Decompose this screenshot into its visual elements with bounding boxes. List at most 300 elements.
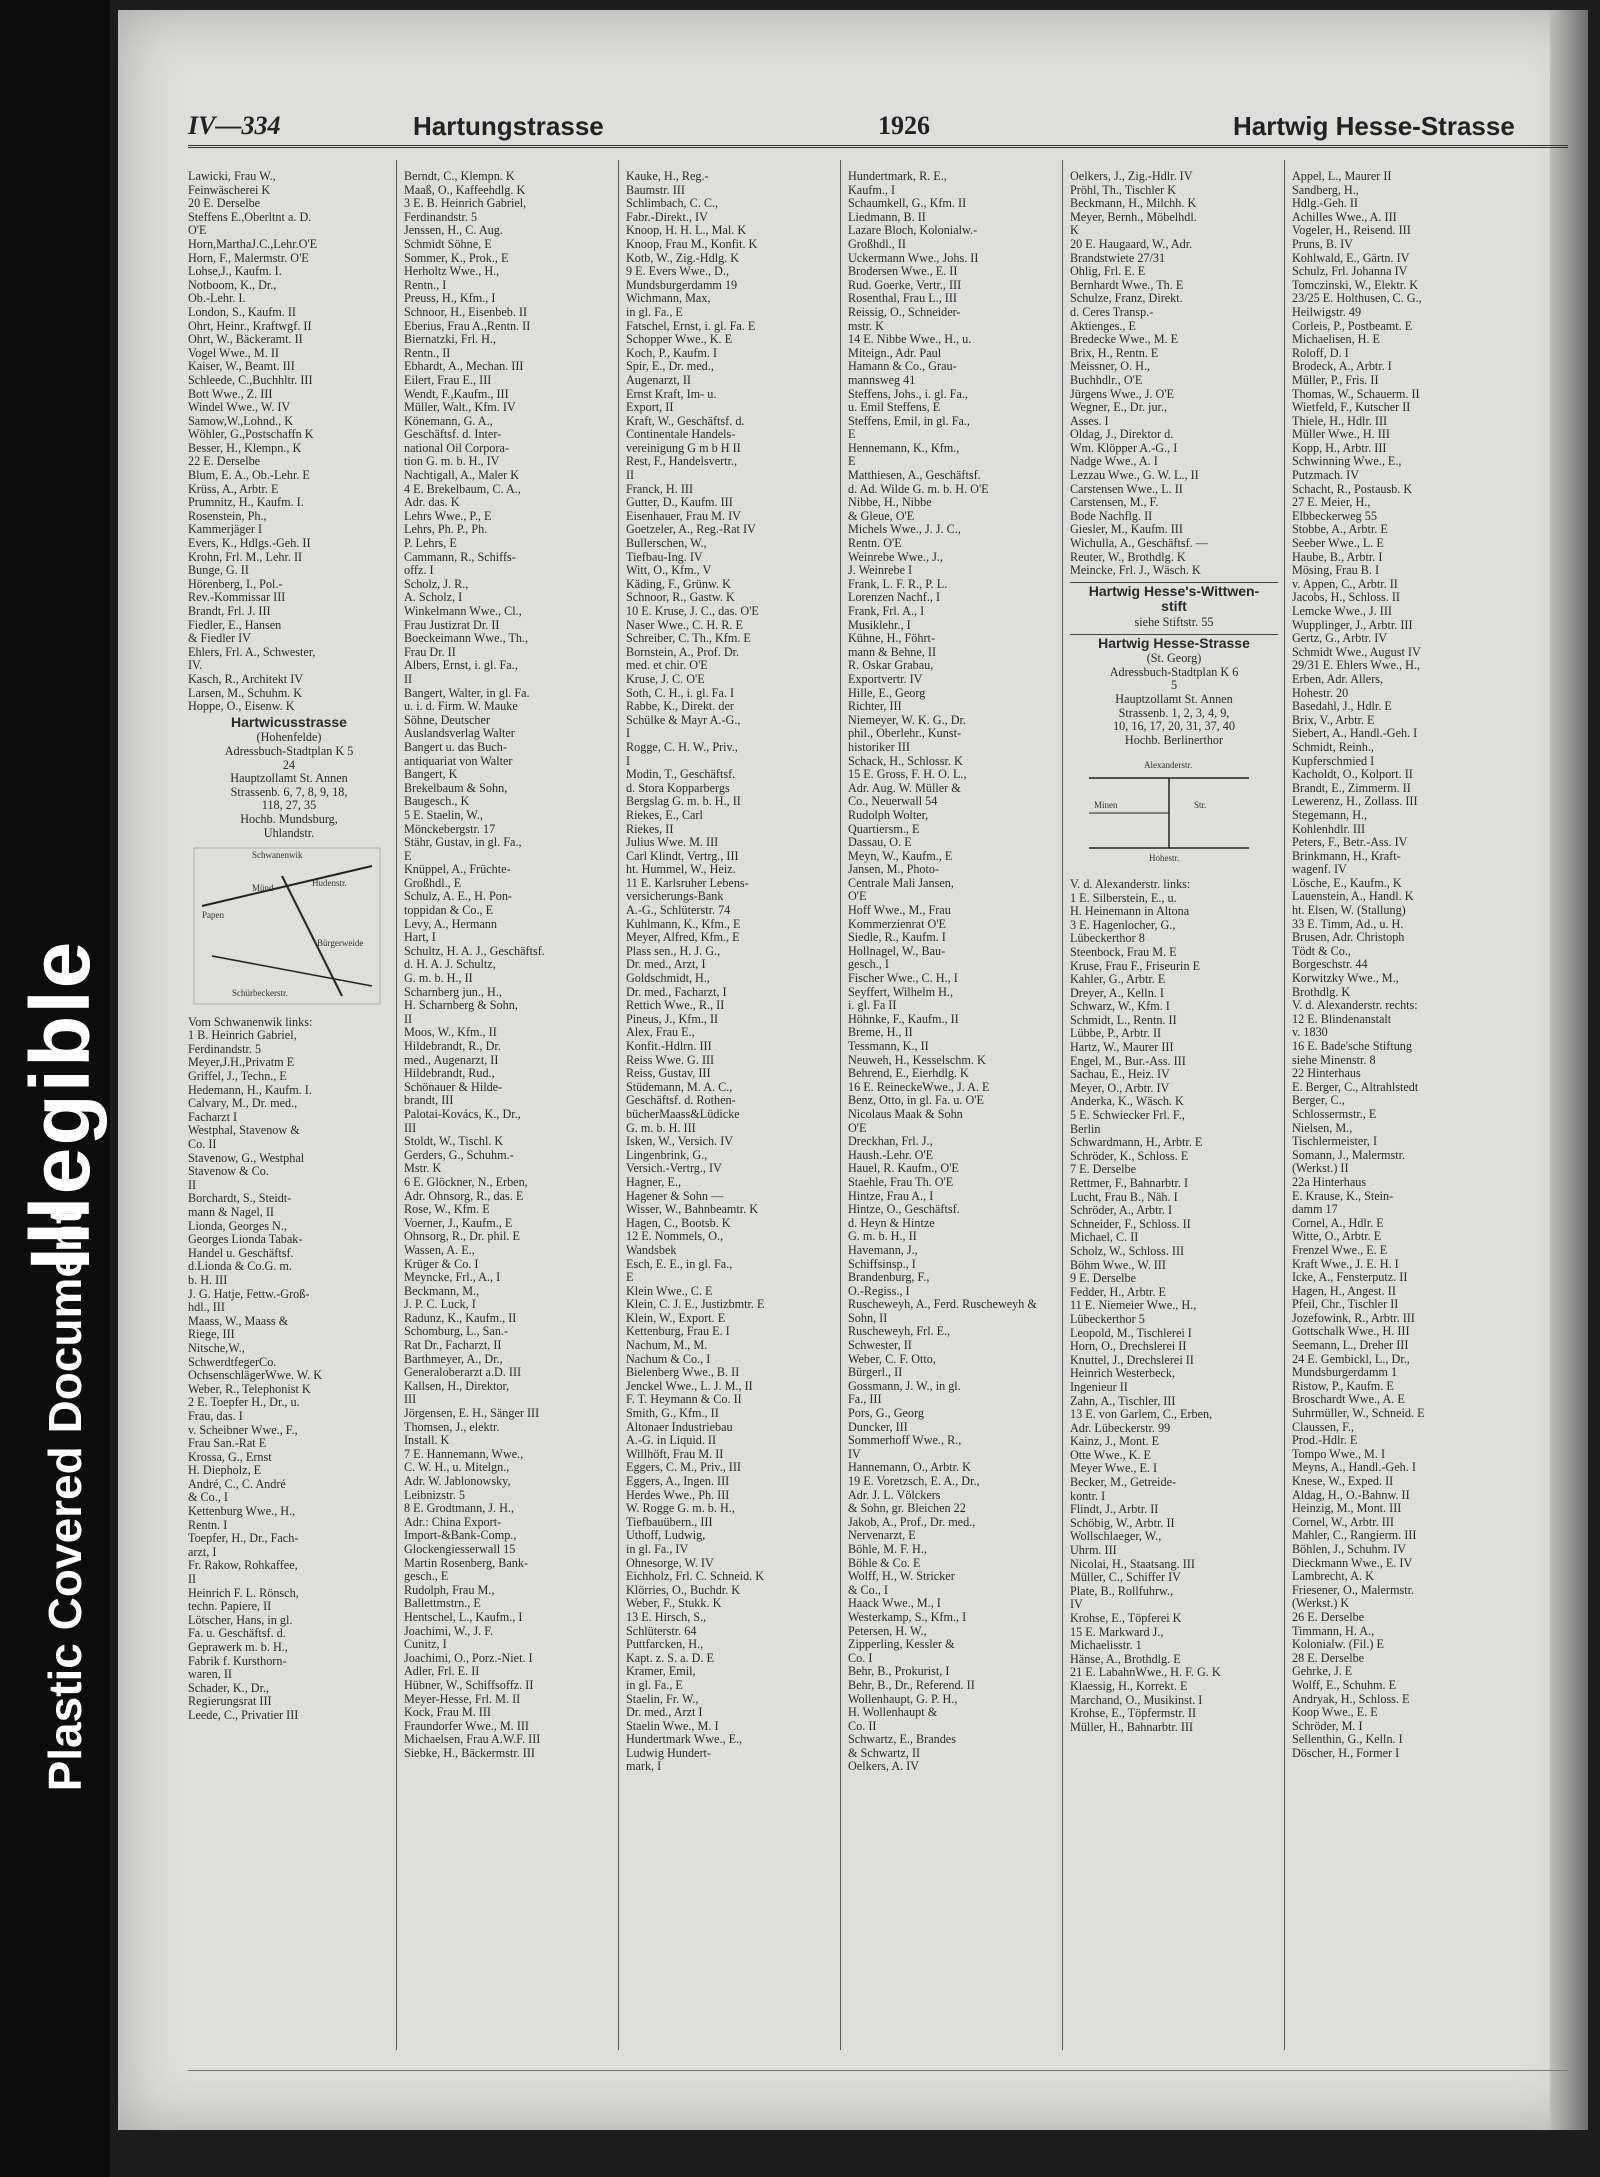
directory-entry: Eberius, Frau A.,Rentn. II	[404, 319, 531, 333]
directory-entry: Cornel, W., Arbtr. III	[1292, 1515, 1394, 1529]
directory-entry: Putzmach. IV	[1292, 469, 1360, 483]
directory-entry: 11 E. Karlsruher Lebens-	[626, 876, 749, 890]
directory-entry: v. Appen, C., Arbtr. II	[1292, 577, 1398, 591]
directory-entry: wagenf. IV	[1292, 863, 1347, 877]
directory-entry: Schultz, H. A. J., Geschäftsf.	[404, 944, 545, 958]
directory-entry: Schöbig, W., Arbtr. II	[1070, 1516, 1175, 1530]
directory-entry: Winkelmann Wwe., Cl.,	[404, 605, 522, 618]
directory-entry: Krüger & Co. I	[404, 1257, 479, 1271]
directory-entry: Hamann & Co., Grau-	[848, 360, 957, 374]
directory-entry: Julius Wwe. M. III	[626, 836, 719, 850]
directory-entry: d. Ceres Transp.-	[1070, 305, 1154, 319]
directory-entry: Dr. med., Arzt I	[626, 1706, 703, 1720]
directory-entry: 22a Hinterhaus	[1292, 1175, 1367, 1189]
directory-entry: Liedmann, B. II	[848, 210, 926, 224]
directory-entry: Naser Wwe., C. H. R. E	[626, 618, 743, 632]
directory-entry: Regierungsrat III	[188, 1695, 272, 1709]
directory-entry: Rettmer, F., Bahnarbtr. I	[1070, 1177, 1189, 1190]
directory-entry: & Sohn, gr. Bleichen 22	[848, 1502, 966, 1516]
directory-entry: Wegner, E., Dr. jur.,	[1070, 401, 1168, 415]
directory-entry: national Oil Corpora-	[404, 441, 509, 455]
directory-entry: Meyns, A., Handl.-Geh. I	[1292, 1461, 1416, 1475]
directory-entry: Berndt, C., Klempn. K	[404, 170, 515, 183]
directory-entry: Lingenbrink, G.,	[626, 1148, 708, 1162]
directory-entry: Rogge, C. H. W., Priv.,	[626, 740, 738, 754]
directory-entry: Thomas, W., Schauerm. II	[1292, 387, 1420, 401]
directory-entry: offz. I	[404, 564, 434, 578]
directory-entry: Bürgerl., II	[848, 1366, 903, 1380]
directory-entry: Brothdlg. K	[1292, 985, 1351, 999]
directory-entry: Rudolph Wolter,	[848, 808, 929, 822]
directory-entry: ht. Hummel, W., Heiz.	[626, 863, 736, 877]
directory-entry: André, C., C. André	[188, 1477, 286, 1491]
street-map	[192, 846, 382, 1006]
directory-entry: Bernhardt Wwe., Th. E	[1070, 278, 1184, 292]
directory-entry: Sellenthin, G., Kelln. I	[1292, 1733, 1403, 1747]
directory-entry: Baugesch., K	[404, 795, 470, 809]
entry-list	[626, 170, 834, 1774]
directory-entry: Elbbeckerweg 55	[1292, 509, 1377, 523]
directory-entry: Riege, III	[188, 1328, 235, 1342]
directory-entry: Ruscheweyh, A., Ferd. Ruscheweyh &	[848, 1298, 1037, 1312]
directory-entry: Stavenow & Co.	[188, 1165, 269, 1179]
directory-entry: (Werkst.) II	[1292, 1162, 1349, 1176]
directory-entry: Siebert, A., Handl.-Geh. I	[1292, 727, 1418, 741]
directory-entry: Döscher, H., Former I	[1292, 1746, 1400, 1760]
directory-entry: E	[848, 428, 856, 442]
directory-entry: in gl. Fa., E	[626, 305, 683, 319]
directory-entry: Böhlen, J., Schuhm. IV	[1292, 1542, 1407, 1556]
page-number: IV—334	[188, 111, 281, 140]
directory-entry: Achilles Wwe., A. III	[1292, 210, 1397, 224]
directory-entry: Nachtigall, A., Maler K	[404, 469, 520, 483]
entry-list	[404, 170, 612, 1760]
directory-entry: Schreiber, C. Th., Kfm. E	[626, 632, 751, 646]
directory-entry: IV	[1070, 1598, 1083, 1612]
directory-entry: Thiele, H., Hdlr. III	[1292, 414, 1388, 428]
directory-entry: Kopp, H., Arbtr. III	[1292, 441, 1387, 455]
directory-entry: Großhdl., E	[404, 876, 462, 890]
directory-entry: Witte, O., Arbtr. E	[1292, 1230, 1382, 1244]
directory-entry: 33 E. Timm, Ad., u. H.	[1292, 917, 1404, 931]
directory-entry: d. Heyn & Hintze	[848, 1216, 935, 1230]
directory-entry: Esch, E. E., in gl. Fa.,	[626, 1257, 733, 1271]
directory-entry: Cammann, R., Schiffs-	[404, 550, 516, 564]
directory-entry: Eggers, A., Ingen. III	[626, 1475, 730, 1488]
directory-entry: Meyer,J.H.,Privatm E	[188, 1056, 295, 1070]
directory-entry: Meyer-Hesse, Frl. M. II	[404, 1692, 521, 1706]
directory-entry: Carstensen, M., F.	[1070, 496, 1159, 510]
directory-entry: E	[626, 1271, 634, 1285]
directory-entry: Mahler, C., Rangierm. III	[1292, 1529, 1417, 1543]
directory-entry: Lorenzen Nachf., I	[848, 591, 941, 605]
directory-entry: Krohse, E., Töpferei K	[1070, 1612, 1182, 1625]
directory-entry: Jakob, A., Prof., Dr. med.,	[848, 1515, 976, 1529]
directory-entry: bücherMaass&Lüdicke	[626, 1107, 740, 1121]
directory-entry: Seemann, L., Dreher III	[1292, 1339, 1409, 1353]
directory-entry: Carstensen Wwe., L. II	[1070, 482, 1183, 496]
directory-entry: Leede, C., Privatier III	[188, 1708, 299, 1722]
directory-entry: Schnoor, H., Eisenbeb. II	[404, 305, 528, 319]
directory-entry: Maass, W., Maass &	[188, 1314, 289, 1328]
directory-entry: Bangert, Walter, in gl. Fa.	[404, 686, 530, 700]
directory-entry: Levy, A., Hermann	[404, 917, 497, 931]
directory-entry: Albers, Ernst, i. gl. Fa.,	[404, 659, 518, 673]
directory-entry: Brekelbaum & Sohn,	[404, 781, 508, 795]
directory-entry: Ohlig, Frl. E. E	[1070, 265, 1146, 279]
directory-entry: Eisenhauer, Frau M. IV	[626, 509, 741, 523]
directory-entry: Hauel, R. Kaufm., O'E	[848, 1162, 959, 1176]
directory-entry: Brix, V., Arbtr. E	[1292, 713, 1375, 727]
directory-entry: 5 E. Staelin, W.,	[404, 808, 483, 822]
directory-entry: Sohn, II	[848, 1311, 888, 1325]
directory-entry: Fabrik f. Kursthorn-	[188, 1654, 287, 1668]
directory-entry: Heinrich Westerbeck,	[1070, 1367, 1176, 1381]
directory-entry: Rudolph, Frau M.,	[404, 1583, 495, 1597]
directory-entry: Kolonialw. (Fil.) E	[1292, 1638, 1384, 1652]
directory-entry: Knuttel, J., Drechslerei II	[1070, 1353, 1194, 1367]
directory-entry: Brodeck, A., Arbtr. I	[1292, 360, 1392, 374]
directory-entry: 22 Hinterhaus	[1292, 1067, 1361, 1081]
directory-entry: 12 E. Blindenanstalt	[1292, 1012, 1392, 1026]
directory-entry: Voerner, J., Kaufm., E	[404, 1216, 513, 1230]
directory-entry: Tessmann, K., II	[848, 1040, 929, 1053]
directory-entry: mannsweg 41	[848, 373, 916, 387]
directory-entry: Hänse, A., Brothdlg. E	[1070, 1652, 1181, 1666]
directory-entry: Frank, Frl. A., I	[848, 605, 925, 618]
directory-entry: E	[848, 455, 856, 469]
directory-entry: Jansen, M., Photo-	[848, 863, 940, 877]
directory-entry: 3 E. Hagenlocher, G.,	[1070, 918, 1176, 932]
directory-entry: Sommer, K., Prok., E	[404, 251, 509, 265]
directory-entry: Sachau, E., Heiz. IV	[1070, 1068, 1170, 1082]
directory-entry: Adr. J. L. Völckers	[848, 1488, 941, 1502]
directory-entry: Schmidt Wwe., August IV	[1292, 645, 1421, 659]
directory-column-4	[848, 170, 1056, 1990]
directory-entry: 28 E. Derselbe	[1292, 1651, 1365, 1665]
directory-entry: Schmidt Söhne, E	[404, 237, 492, 251]
directory-entry: Gertz, G., Arbtr. IV	[1292, 632, 1388, 646]
directory-entry: 29/31 E. Ehlers Wwe., H.,	[1292, 659, 1421, 673]
directory-entry: SchwerdtfegerCo.	[188, 1355, 277, 1369]
directory-entry: Goetzeler, A., Reg.-Rat IV	[626, 523, 756, 537]
directory-entry: Tödt & Co.,	[1292, 944, 1351, 958]
directory-entry: Uthoff, Ludwig,	[626, 1529, 706, 1543]
header-street-right: Hartwig Hesse-Strasse	[1233, 111, 1515, 141]
directory-entry: tion G. m. b. H., IV	[404, 455, 500, 469]
directory-entry: Kammerjäger I	[188, 523, 263, 537]
directory-entry: Seeber Wwe., L. E	[1292, 537, 1384, 551]
directory-entry: Calvary, M., Dr. med.,	[188, 1097, 298, 1111]
directory-entry: 11 E. Niemeier Wwe., H.,	[1070, 1299, 1197, 1313]
directory-entry: V. d. Alexanderstr. rechts:	[1292, 999, 1418, 1013]
directory-entry: Bullerschen, W.,	[626, 537, 707, 551]
directory-entry: Ohnesorge, W. IV	[626, 1556, 714, 1570]
directory-entry: Klaessig, H., Korrekt. E	[1070, 1679, 1188, 1693]
directory-entry: Könemann, G. A.,	[404, 414, 493, 428]
directory-entry: Schomburg, L., San.-	[404, 1325, 509, 1339]
directory-entry: Steffens, Emil, in gl. Fa.,	[848, 414, 970, 428]
directory-entry: Wandsbek	[626, 1243, 677, 1257]
page-edge	[1550, 10, 1588, 2130]
directory-entry: Meissner, O. H.,	[1070, 360, 1151, 374]
directory-entry: Mstr. K	[404, 1162, 442, 1176]
directory-entry: Heilwigstr. 49	[1292, 305, 1362, 319]
directory-entry: Schröder, K., Schloss. E	[1070, 1149, 1189, 1163]
section-info-line: Uhlandstr.	[263, 825, 315, 840]
directory-entry: Borgeschstr. 44	[1292, 958, 1368, 972]
directory-entry: Friesener, O., Malermstr.	[1292, 1583, 1415, 1597]
directory-entry: 10 E. Kruse, J. C., das. O'E	[626, 605, 759, 618]
directory-entry: Eilert, Frau E., III	[404, 373, 492, 387]
directory-entry: Gerders, G., Schuhm.-	[404, 1148, 514, 1162]
entry-list	[848, 170, 1056, 1774]
directory-entry: Behrend, E., Eierhdlg. K	[848, 1067, 969, 1081]
section-info	[188, 745, 390, 840]
directory-entry: Lübeckerthor 8	[1070, 932, 1145, 946]
directory-entry: Havemann, J.,	[848, 1243, 918, 1257]
directory-entry: Schlimbach, C. C.,	[626, 197, 719, 211]
header-year: 1926	[878, 111, 930, 140]
directory-entry: Uhrm. III	[1070, 1544, 1117, 1558]
directory-entry: Wollenhaupt, G. P. H.,	[848, 1692, 958, 1706]
directory-entry: Konfit.-Hdlrn. III	[626, 1040, 712, 1053]
section-title: Hartwicusstrasse	[231, 713, 347, 730]
directory-entry: Schulze, Franz, Direkt.	[1070, 292, 1183, 306]
directory-entry: E. Krause, K., Stein-	[1292, 1189, 1394, 1203]
directory-entry: Scholz, J. R.,	[404, 577, 469, 591]
directory-entry: OchsenschlägerWwe. W. K	[188, 1369, 323, 1383]
directory-entry: Krohn, Frl. M., Lehr. II	[188, 550, 303, 564]
directory-entry: Bergslag G. m. b. H., II	[626, 795, 741, 809]
directory-entry: Kraft Wwe., J. E. H. I	[1292, 1257, 1399, 1271]
directory-entry: Brusen, Adr. Christoph	[1292, 931, 1405, 945]
directory-entry: 2 E. Toepfer H., Dr., u.	[188, 1396, 300, 1410]
directory-entry: Kacholdt, O., Kolport. II	[1292, 768, 1413, 782]
directory-entry: Palotai-Kovács, K., Dr.,	[404, 1107, 521, 1121]
directory-entry: Rentn. I	[188, 1518, 228, 1532]
directory-entry: Kettenburg, Frau E. I	[626, 1325, 730, 1339]
directory-entry: Biernatzki, Frl. H.,	[404, 333, 497, 347]
directory-entry: Söhne, Deutscher	[404, 713, 490, 727]
directory-entry: Augenarzt, II	[626, 373, 691, 387]
directory-entry: R. Oskar Grabau,	[848, 659, 934, 673]
directory-entry: Vogeler, H., Reisend. III	[1292, 224, 1411, 238]
directory-entry: 7 E. Hannemann, Wwe.,	[404, 1447, 524, 1461]
directory-entry: Borchardt, S., Steidt-	[188, 1192, 292, 1206]
section-title-cont: stift	[1161, 598, 1187, 615]
directory-entry: Flindt, J., Arbtr. II	[1070, 1503, 1159, 1517]
directory-entry: Bangert, K	[404, 768, 458, 782]
directory-entry: Willhöft, Frau M. II	[626, 1447, 724, 1461]
directory-entry: Käding, F., Grünw. K	[626, 577, 731, 591]
directory-entry: Hennemann, K., Kfm.,	[848, 441, 960, 455]
directory-entry: in gl. Fa., IV	[626, 1542, 689, 1556]
directory-entry: Dreckhan, Frl. J.,	[848, 1135, 933, 1149]
directory-entry: Gutter, D., Kaufm. III	[626, 496, 733, 510]
directory-entry: Timmann, H. A.,	[1292, 1624, 1375, 1638]
directory-entry: Gehrke, J. E	[1292, 1665, 1353, 1679]
directory-entry: Toepfer, H., Dr., Fach-	[188, 1532, 299, 1546]
directory-entry: Adr. W. Jablonowsky,	[404, 1475, 511, 1488]
directory-entry: Scholz, W., Schloss. III	[1070, 1244, 1185, 1258]
directory-entry: Tiefbau-Ing. IV	[626, 550, 703, 564]
directory-entry: Michaelsen, Frau A.W.F. III	[404, 1733, 541, 1747]
directory-entry: Ohrt, Heinr., Kraftwgf. II	[188, 319, 312, 333]
directory-entry: Leibnizstr. 5	[404, 1488, 465, 1502]
directory-entry: Altonaer Industriebau	[626, 1420, 733, 1434]
directory-entry: 1 B. Heinrich Gabriel,	[188, 1029, 297, 1043]
directory-entry: Richter, III	[848, 700, 902, 714]
directory-entry: Notboom, K., Dr.,	[188, 278, 277, 292]
directory-entry: Hart, I	[404, 931, 436, 945]
map-label-hohestr: Hohestr.	[1149, 853, 1180, 864]
directory-entry: Schwardmann, H., Arbtr. E	[1070, 1136, 1203, 1150]
directory-entry: Hintze, Frau A., I	[848, 1189, 934, 1203]
directory-entry: Rentn., I	[404, 278, 447, 292]
directory-entry: d.Lionda & Co.G. m.	[188, 1260, 292, 1274]
directory-entry: A.-G., Schlüterstr. 74	[626, 904, 731, 918]
directory-entry: Claussen, F.,	[1292, 1420, 1354, 1434]
directory-entry: Haack Wwe., M., I	[848, 1597, 941, 1611]
directory-entry: Cunitz, I	[404, 1638, 447, 1652]
directory-entry: II	[404, 1012, 413, 1026]
directory-entry: Behr, B., Dr., Referend. II	[848, 1678, 975, 1692]
directory-entry: Herdes Wwe., Ph. III	[626, 1488, 730, 1502]
directory-entry: Co. II	[188, 1138, 217, 1152]
directory-entry: Koch, P., Kaufm. I	[626, 346, 718, 360]
directory-entry: Blum, E. A., Ob.-Lehr. E	[188, 469, 310, 483]
directory-entry: Hagen, C., Bootsb. K	[626, 1216, 731, 1230]
directory-entry: techn. Papiere, II	[188, 1600, 272, 1614]
section-subtitle: (Hohenfelde)	[256, 730, 322, 745]
directory-entry: Adr. Aug. W. Müller &	[848, 781, 961, 795]
directory-entry: Geschäftsf. d. Rothen-	[626, 1094, 736, 1108]
directory-entry: Schulz, Frl. Johanna IV	[1292, 265, 1408, 279]
directory-entry: II	[626, 469, 635, 483]
directory-entry: P. Lehrs, E	[404, 537, 457, 551]
directory-entry: Wichulla, A., Geschäftsf. —	[1070, 537, 1208, 551]
section-title: Hartwig Hesse's-Wittwen-	[1088, 582, 1260, 599]
directory-entry: Samow,W.,Lohnd., K	[188, 414, 294, 428]
directory-entry: versicherungs-Bank	[626, 890, 724, 904]
directory-entry: Klörries, O., Buchdr. K	[626, 1583, 741, 1597]
directory-entry: Radunz, K., Kaufm., II	[404, 1311, 517, 1325]
directory-entry: Ristow, P., Kaufm. E	[1292, 1379, 1394, 1393]
directory-entry: Hagner, E.,	[626, 1175, 682, 1189]
directory-entry: Michael, C. II	[1070, 1231, 1139, 1245]
directory-entry: Uckermann Wwe., Johs. II	[848, 251, 979, 265]
directory-entry: Sandberg, H.,	[1292, 183, 1359, 197]
section-info-line: Adressbuch-Stadtplan K 5	[224, 743, 354, 758]
directory-entry: Prumnitz, H., Kaufm. I.	[188, 496, 304, 510]
directory-entry: med. et chir. O'E	[626, 659, 708, 673]
directory-entry: Kuhlmann, K., Kfm., E	[626, 917, 741, 931]
directory-entry: Lösche, E., Kaufm., K	[1292, 876, 1402, 890]
page-header	[188, 105, 1568, 148]
directory-entry: Kupferschmied I	[1292, 754, 1375, 768]
directory-entry: Hildebrandt, Rud.,	[404, 1067, 495, 1081]
directory-entry: O.-Regiss., I	[848, 1284, 910, 1298]
directory-entry: Wollschlaeger, W.,	[1070, 1530, 1162, 1544]
directory-entry: Plate, B., Rollfuhrw.,	[1070, 1584, 1174, 1598]
directory-entry: Kock, Frau M. III	[404, 1706, 491, 1720]
directory-entry: 6 E. Glöckner, N., Erben,	[404, 1175, 528, 1189]
directory-entry: Wendt, F.,Kaufm., III	[404, 387, 509, 401]
directory-entry: Besser, H., Klempn., K	[188, 441, 302, 455]
directory-entry: Lazare Bloch, Kolonialw.-	[848, 224, 978, 238]
directory-entry: v. 1830	[1292, 1026, 1328, 1040]
directory-entry: Lionda, Georges N.,	[188, 1219, 287, 1233]
directory-entry: Meyer, Bernh., Möbelhdl.	[1070, 210, 1197, 224]
directory-entry: Boeckeimann Wwe., Th.,	[404, 632, 529, 646]
directory-entry: Nadge Wwe., A. I	[1070, 455, 1158, 469]
directory-entry: Dr. med., Arzt, I	[626, 958, 706, 972]
directory-entry: Kruse, J. C. O'E	[626, 672, 705, 686]
directory-entry: phil., Oberlehr., Kunst-	[848, 727, 962, 741]
directory-entry: Klein, C. J. E., Justizbmtr. E	[626, 1298, 765, 1312]
directory-entry: Weber, R., Telephonist K	[188, 1382, 311, 1396]
directory-entry: II	[188, 1573, 197, 1587]
directory-entry: Nicolai, H., Staatsang. III	[1070, 1557, 1195, 1571]
directory-entry: Fraundorfer Wwe., M. III	[404, 1719, 529, 1733]
section-info-line: 10, 16, 17, 20, 31, 37, 40	[1113, 719, 1235, 734]
entry-list	[188, 170, 390, 714]
directory-entry: Schwinning Wwe., E.,	[1292, 455, 1402, 469]
directory-entry: siehe Minenstr. 8	[1292, 1053, 1376, 1067]
directory-entry: Schulz, A. E., H. Pon-	[404, 890, 512, 904]
directory-entry: Oldag, J., Direktor d.	[1070, 428, 1174, 442]
map-label-papen: Papen	[202, 910, 224, 921]
directory-entry: Kaiser, W., Beamt. III	[188, 360, 295, 374]
directory-entry: Krüss, A., Arbtr. E	[188, 482, 279, 496]
directory-entry: Preuss, H., Kfm., I	[404, 292, 496, 306]
directory-entry: Schröder, A., Arbtr. I	[1070, 1204, 1173, 1218]
directory-entry: Hörenberg, I., Pol.-	[188, 577, 283, 591]
directory-entry: Berger, C.,	[1292, 1094, 1345, 1108]
directory-entry: E. Berger, C., Altrahlstedt	[1292, 1080, 1419, 1094]
directory-entry: 7 E. Derselbe	[1070, 1163, 1136, 1177]
section-subtitle: (St. Georg)	[1146, 651, 1202, 666]
directory-entry: Ob.-Lehr. I.	[188, 292, 246, 306]
directory-entry: Knoop, Frau M., Konfit. K	[626, 237, 758, 251]
directory-entry: Co. I	[848, 1651, 873, 1665]
directory-entry: Reuter, W., Brothdlg. K	[1070, 550, 1186, 564]
directory-entry: Ernst Kraft, Im- u.	[626, 387, 717, 401]
directory-entry: Dr. med., Facharzt, I	[626, 985, 727, 999]
directory-entry: Joachimi, O., Porz.-Niet. I	[404, 1651, 533, 1665]
directory-entry: waren, II	[188, 1668, 232, 1682]
directory-entry: Buchhdlr., O'E	[1070, 373, 1143, 387]
directory-entry: 9 E. Evers Wwe., D.,	[626, 265, 730, 279]
directory-entry: Schwester, II	[848, 1339, 912, 1353]
directory-entry: Soth, C. H., i. gl. Fa. I	[626, 686, 735, 700]
directory-entry: Hübner, W., Schiffsoffz. II	[404, 1678, 534, 1692]
directory-entry: Stegemann, H.,	[1292, 808, 1368, 822]
directory-entry: Frau San.-Rat E	[188, 1437, 267, 1451]
directory-entry: Fabr.-Direkt., IV	[626, 210, 708, 224]
directory-entry: Knoop, H. H. L., Mal. K	[626, 224, 747, 238]
directory-entry: Höhnke, F., Kaufm., II	[848, 1012, 959, 1026]
directory-entry: Tiefbauübern., III	[626, 1515, 713, 1529]
directory-entry: Brix, H., Rentn. E	[1070, 346, 1159, 360]
directory-column-3	[626, 170, 834, 1990]
directory-entry: O'E	[848, 890, 867, 904]
directory-entry: O'E	[848, 1121, 867, 1135]
directory-entry: Müller, H., Bahnarbtr. III	[1070, 1720, 1194, 1734]
directory-entry: Baumstr. III	[626, 183, 685, 197]
directory-entry: 26 E. Derselbe	[1292, 1610, 1365, 1624]
